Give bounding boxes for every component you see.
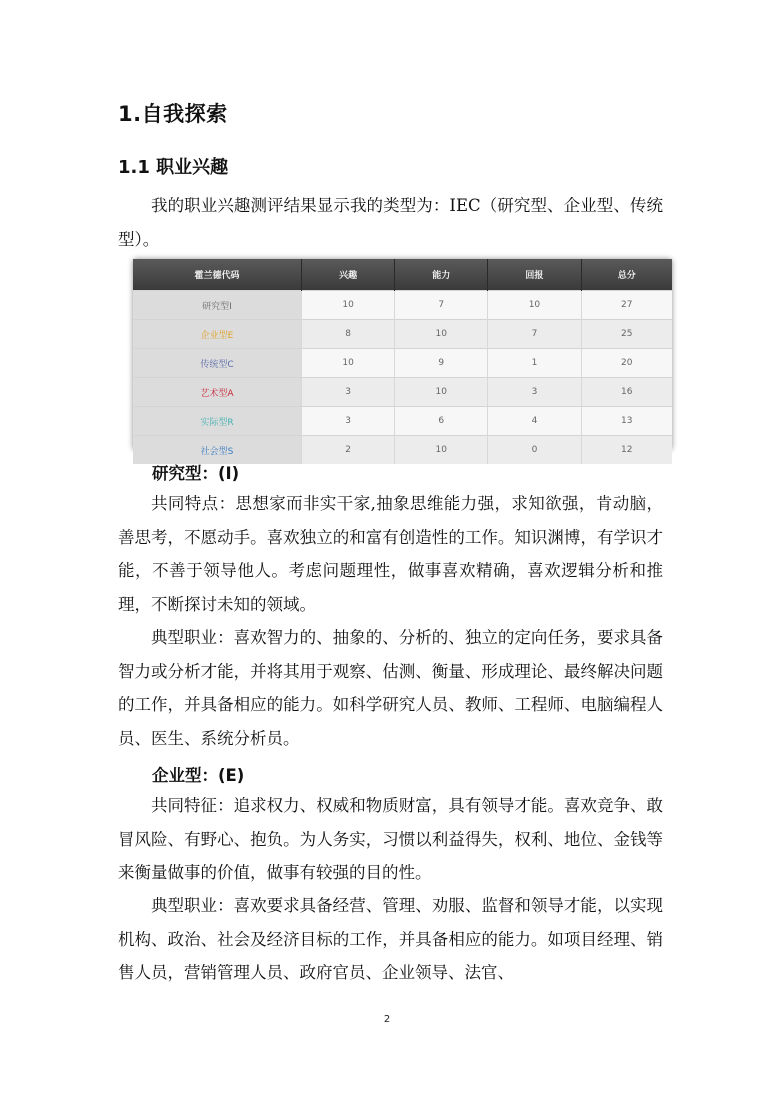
row-value-cell: 3	[302, 378, 395, 407]
row-value-cell: 13	[581, 407, 672, 436]
intro-paragraph: 我的职业兴趣测评结果显示我的类型为：IEC（研究型、企业型、传统型）。	[118, 196, 663, 249]
row-value-cell: 16	[581, 378, 672, 407]
section-paragraph: 共同特点：思想家而非实干家,抽象思维能力强，求知欲强，肯动脑，善思考，不愿动手。喜欢独立的和富有创造性的工作。知识渊博，有学识才能，不善于领导他人。考虑问题理性，做事喜欢精确，喜欢逻辑分析和推理，不断探讨未知的领域。	[118, 494, 663, 614]
row-value-cell: 10	[395, 320, 488, 349]
row-type-cell: 社会型S	[133, 436, 302, 465]
heading-self-exploration: 1.自我探索	[118, 102, 228, 126]
table-row	[133, 291, 672, 320]
row-value-cell: 20	[581, 349, 672, 378]
row-value-cell: 8	[302, 320, 395, 349]
row-type-cell: 企业型E	[133, 320, 302, 349]
row-value-cell: 27	[581, 291, 672, 320]
row-value-cell: 7	[488, 320, 581, 349]
table-row	[133, 349, 672, 378]
page-number: 2	[383, 1014, 391, 1025]
row-value-cell: 4	[488, 407, 581, 436]
row-value-cell: 10	[488, 291, 581, 320]
row-value-cell: 0	[488, 436, 581, 465]
row-value-cell: 1	[488, 349, 581, 378]
row-value-cell: 9	[395, 349, 488, 378]
row-value-cell: 3	[302, 407, 395, 436]
header-ability: 能力	[395, 259, 488, 291]
section-paragraph: 典型职业：喜欢智力的、抽象的、分析的、独立的定向任务，要求具备智力或分析才能，并将其用于观察、估测、衡量、形成理论、最终解决问题的工作，并具备相应的能力。如科学研究人员、教师、工程师、电脑编程人员、医生、系统分析员。	[118, 628, 663, 748]
header-holland-code: 霍兰德代码	[133, 259, 302, 291]
row-type-cell: 传统型C	[133, 349, 302, 378]
header-reward: 回报	[488, 259, 581, 291]
row-value-cell: 3	[488, 378, 581, 407]
row-value-cell: 10	[395, 378, 488, 407]
row-value-cell: 7	[395, 291, 488, 320]
row-value-cell: 10	[302, 349, 395, 378]
section-paragraph: 典型职业：喜欢要求具备经营、管理、劝服、监督和领导才能，以实现机构、政治、社会及经济目标的工作，并具备相应的能力。如项目经理、销售人员，营销管理人员、政府官员、企业领导、法官、	[118, 896, 663, 982]
table-row	[133, 407, 672, 436]
table-row	[133, 378, 672, 407]
row-value-cell: 10	[302, 291, 395, 320]
header-interest: 兴趣	[302, 259, 395, 291]
heading-career-interest: 1.1 职业兴趣	[118, 157, 229, 178]
header-total: 总分	[581, 259, 672, 291]
section-title-investigative: 研究型：(I)	[152, 464, 240, 483]
section-paragraph: 共同特征：追求权力、权威和物质财富，具有领导才能。喜欢竞争、敢冒风险、有野心、抱负。为人务实，习惯以利益得失，权利、地位、金钱等来衡量做事的价值，做事有较强的目的性。	[118, 796, 663, 882]
table-header-row	[133, 259, 672, 291]
row-type-cell: 实际型R	[133, 407, 302, 436]
table-row	[133, 320, 672, 349]
row-type-cell: 艺术型A	[133, 378, 302, 407]
row-value-cell: 6	[395, 407, 488, 436]
row-value-cell: 25	[581, 320, 672, 349]
row-type-cell: 研究型I	[133, 291, 302, 320]
holland-code-table	[133, 259, 672, 457]
row-value-cell: 12	[581, 436, 672, 465]
row-value-cell: 2	[302, 436, 395, 465]
section-title-enterprising: 企业型：(E)	[152, 766, 245, 785]
row-value-cell: 10	[395, 436, 488, 465]
